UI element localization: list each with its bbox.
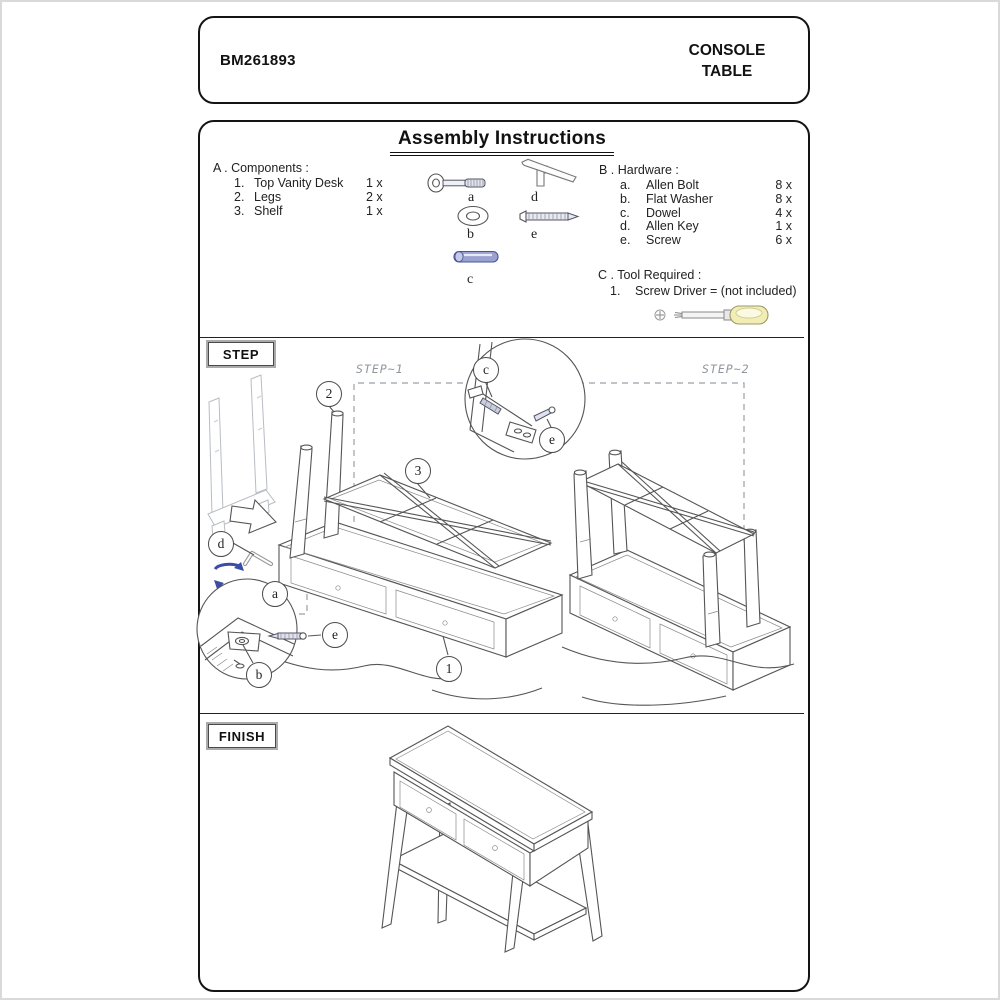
screw-insert bbox=[269, 633, 321, 639]
callout-d: d bbox=[208, 531, 234, 557]
icon-label-a: a bbox=[468, 190, 475, 205]
hardware-key: a. bbox=[620, 178, 631, 192]
icon-label-c: c bbox=[467, 272, 474, 287]
flat-washer-icon bbox=[454, 203, 492, 229]
component-name: Shelf bbox=[254, 203, 283, 218]
model-number: BM261893 bbox=[220, 52, 296, 69]
tool-row bbox=[610, 285, 797, 299]
components-heading: A . Components : bbox=[213, 161, 309, 175]
screw-icon bbox=[518, 208, 582, 226]
hardware-name: Dowel bbox=[646, 205, 681, 220]
callout-2: 2 bbox=[316, 381, 342, 407]
allen-key-icon bbox=[518, 158, 584, 190]
component-row bbox=[234, 191, 396, 205]
callout-1: 1 bbox=[436, 656, 462, 682]
component-num: 2. bbox=[234, 189, 245, 204]
tool-num: 1. bbox=[610, 284, 621, 298]
page-title: Assembly Instructions bbox=[390, 128, 614, 156]
component-qty: 2 x bbox=[366, 189, 383, 204]
step2-shelf bbox=[580, 462, 754, 553]
section-divider-2 bbox=[200, 713, 804, 714]
section-divider-1 bbox=[200, 337, 804, 338]
step2-tag: STEP~2 bbox=[702, 362, 750, 376]
icon-label-b: b bbox=[467, 227, 474, 242]
component-name: Top Vanity Desk bbox=[254, 176, 344, 190]
hardware-name: Flat Washer bbox=[646, 191, 713, 206]
assembly-instructions-title-wrap bbox=[390, 128, 614, 150]
step1-tag: STEP~1 bbox=[356, 362, 404, 376]
step-label: STEP bbox=[222, 346, 260, 362]
finished-console-table bbox=[382, 726, 602, 952]
step2-desk bbox=[562, 550, 794, 705]
hardware-heading: B . Hardware : bbox=[599, 163, 679, 177]
components-list bbox=[234, 177, 396, 218]
hardware-name: Screw bbox=[646, 233, 681, 248]
hardware-key: d. bbox=[620, 219, 631, 234]
hardware-row bbox=[620, 220, 792, 234]
callout-e2: e bbox=[322, 622, 348, 648]
hardware-name: Allen Key bbox=[646, 219, 699, 234]
hardware-row bbox=[620, 234, 792, 248]
hardware-qty: 8 x bbox=[775, 178, 792, 192]
screwdriver-icon bbox=[652, 302, 772, 328]
header-box bbox=[198, 16, 810, 104]
hardware-row bbox=[620, 207, 792, 221]
finish-diagram bbox=[200, 715, 804, 985]
hardware-qty: 1 x bbox=[775, 219, 792, 234]
product-title: CONSOLE TABLE bbox=[688, 42, 766, 80]
component-qty: 1 x bbox=[366, 203, 383, 218]
hardware-row bbox=[620, 193, 792, 207]
callout-e: e bbox=[539, 427, 565, 453]
hardware-qty: 6 x bbox=[775, 233, 792, 248]
hardware-key: e. bbox=[620, 233, 631, 248]
hardware-list bbox=[620, 179, 792, 248]
step-diagram bbox=[200, 339, 804, 711]
hardware-key: c. bbox=[620, 205, 630, 220]
component-row bbox=[234, 205, 396, 219]
hardware-row bbox=[620, 179, 792, 193]
icon-label-d: d bbox=[531, 190, 538, 205]
tool-name: Screw Driver = (not included) bbox=[635, 284, 797, 298]
component-row bbox=[234, 177, 396, 191]
finish-label: FINISH bbox=[218, 728, 266, 744]
allen-bolt-icon bbox=[426, 170, 496, 196]
dowel-icon bbox=[452, 248, 502, 266]
icon-label-e: e bbox=[531, 227, 538, 242]
callout-3: 3 bbox=[405, 458, 431, 484]
callout-a: a bbox=[262, 581, 288, 607]
callout-c: c bbox=[473, 357, 499, 383]
hardware-qty: 4 x bbox=[775, 205, 792, 220]
callout-b: b bbox=[246, 662, 272, 688]
tools-heading: C . Tool Required : bbox=[598, 268, 702, 282]
component-num: 1. bbox=[234, 176, 245, 190]
component-num: 3. bbox=[234, 203, 245, 218]
hardware-qty: 8 x bbox=[775, 191, 792, 206]
hardware-key: b. bbox=[620, 191, 631, 206]
component-qty: 1 x bbox=[366, 176, 383, 190]
hardware-name: Allen Bolt bbox=[646, 178, 699, 192]
component-name: Legs bbox=[254, 189, 282, 204]
tools-list bbox=[610, 285, 797, 299]
